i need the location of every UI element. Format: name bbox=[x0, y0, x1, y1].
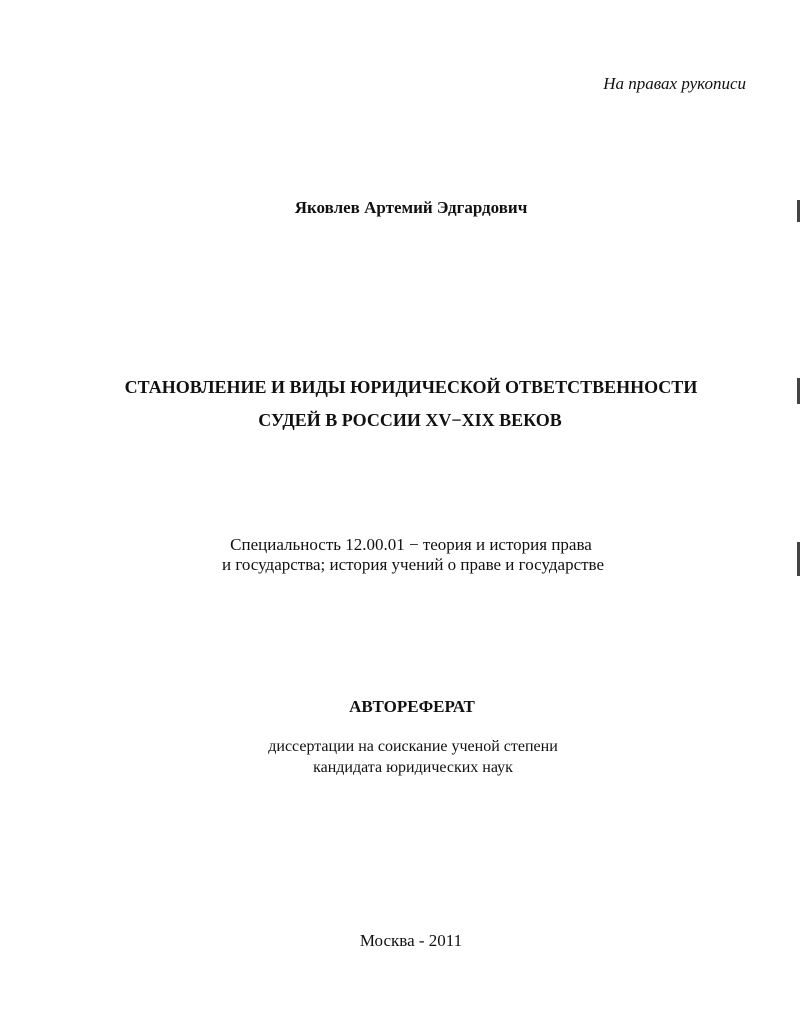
specialty-line-2: и государства; история учений о праве и государстве bbox=[221, 555, 605, 574]
author-name: Яковлев Артемий Эдгардович bbox=[294, 198, 528, 217]
degree-purpose-line-1: диссертации на соискание ученой степени bbox=[268, 738, 558, 755]
abstract-label: АВТОРЕФЕРАТ bbox=[349, 697, 475, 716]
place-and-year: Москва - 2011 bbox=[359, 931, 463, 950]
specialty-line-1: Специальность 12.00.01 − теория и история права bbox=[230, 535, 592, 554]
title-line-1: СТАНОВЛЕНИЕ И ВИДЫ ЮРИДИЧЕСКОЙ ОТВЕТСТВЕННОСТИ bbox=[124, 377, 698, 397]
title-line-2: СУДЕЙ В РОССИИ XV−XIX ВЕКОВ bbox=[258, 410, 562, 430]
manuscript-note: На правах рукописи bbox=[603, 74, 746, 93]
degree-purpose-line-2: кандидата юридических наук bbox=[313, 759, 513, 776]
